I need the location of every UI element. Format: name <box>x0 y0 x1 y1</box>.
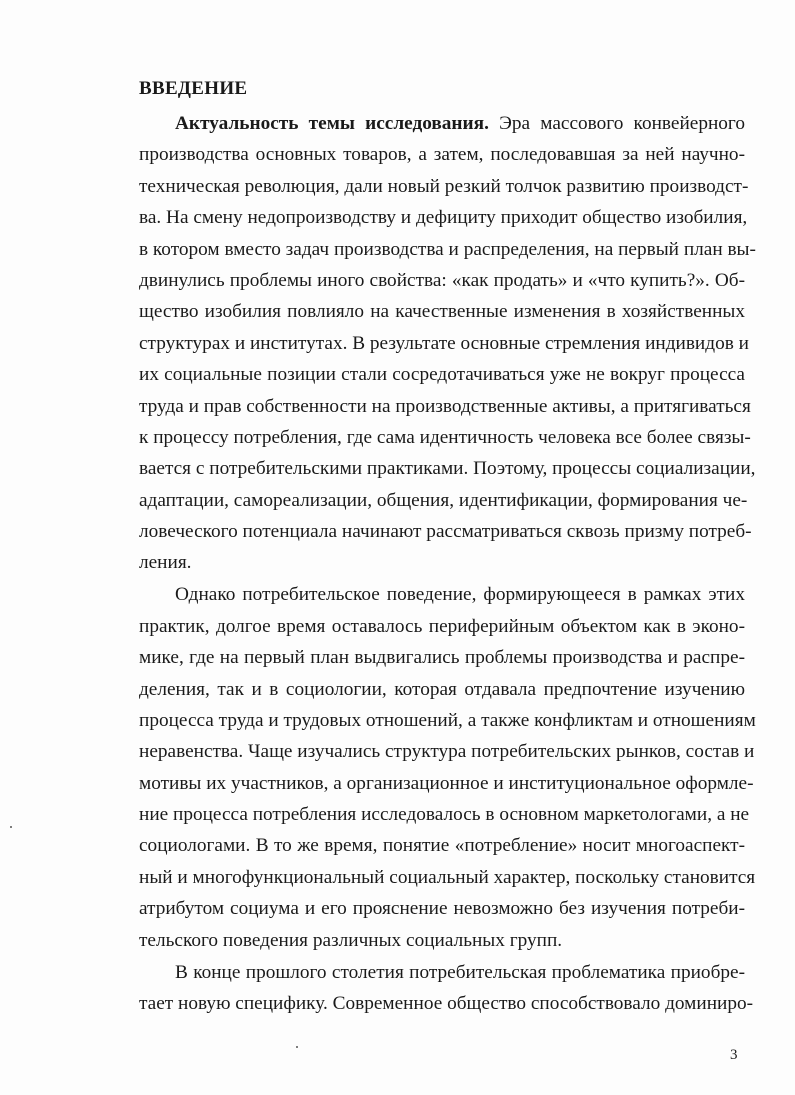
paragraph-line: Однако потребительское поведение, формирующееся в рамках этих <box>175 584 745 606</box>
paragraph-line: в котором вместо задач производства и распределения, на первый план вы- <box>139 238 756 260</box>
paragraph-line: процесса труда и трудовых отношений, а также конфликтам и отношениям <box>139 709 756 731</box>
paragraph-line: к процессу потребления, где сама идентичность человека все более связы- <box>139 426 751 448</box>
paragraph-line: ления. <box>139 552 192 574</box>
paragraph-line: труда и прав собственности на производственные активы, а притягиваться <box>139 395 751 417</box>
paragraph-line: В конце прошлого столетия потребительская проблематика приобре- <box>175 961 745 983</box>
document-body <box>139 108 756 1019</box>
page-number: 3 <box>730 1047 738 1063</box>
paragraph-line: атрибутом социума и его прояснение невозможно без изучения потреби- <box>139 898 745 920</box>
scan-speck <box>296 1046 298 1048</box>
paragraph-line: вается с потребительскими практиками. Поэтому, процессы социализации, <box>139 458 756 480</box>
paragraph-line: ние процесса потребления исследовалось в основном маркетологами, а не <box>139 804 750 826</box>
paragraph-line: их социальные позиции стали сосредотачиваться уже не вокруг процесса <box>139 364 745 386</box>
paragraph-line: ва. На смену недопроизводству и дефициту приходит общество изобилия, <box>139 207 748 229</box>
paragraph-line: структурах и институтах. В результате основные стремления индивидов и <box>139 332 749 354</box>
paragraph-line <box>139 108 745 139</box>
paragraph-line: производства основных товаров, а затем, последовавшая за ней научно- <box>139 144 745 166</box>
paragraph-line: практик, долгое время оставалось периферийным объектом как в эконо- <box>139 615 745 637</box>
paragraph-line: неравенства. Чаще изучались структура потребительских рынков, состав и <box>139 741 755 763</box>
line-text: Эра массового конвейерного <box>488 113 745 134</box>
paragraph-line: мике, где на первый план выдвигались проблемы производства и распре- <box>139 647 745 669</box>
lead-bold-text: Актуальность темы исследования. <box>175 113 489 134</box>
paragraph-line: мотивы их участников, а организационное и институциональное оформле- <box>139 772 754 794</box>
paragraph-line: техническая революция, дали новый резкий толчок развитию производст- <box>139 175 749 197</box>
paragraph-line: ловеческого потенциала начинают рассматриваться сквозь призму потреб- <box>139 521 752 543</box>
paragraph-line: тает новую специфику. Современное общество способствовало доминиро- <box>139 992 754 1014</box>
paragraph-line: тельского поведения различных социальных групп. <box>139 929 563 951</box>
paragraph-line: адаптации, самореализации, общения, идентификации, формирования че- <box>139 489 748 511</box>
section-heading: ВВЕДЕНИЕ <box>139 78 248 99</box>
paragraph-line: деления, так и в социологии, которая отдавала предпочтение изучению <box>139 678 745 700</box>
paragraph-line: щество изобилия повлияло на качественные изменения в хозяйственных <box>139 301 745 323</box>
paragraph-line: социологами. В то же время, понятие «потребление» носит многоаспект- <box>139 835 745 857</box>
paragraph-line: двинулись проблемы иного свойства: «как продать» и «что купить?». Об- <box>139 269 745 291</box>
paragraph-line: ный и многофункциональный социальный характер, поскольку становится <box>139 866 756 888</box>
scan-speck <box>10 826 12 828</box>
